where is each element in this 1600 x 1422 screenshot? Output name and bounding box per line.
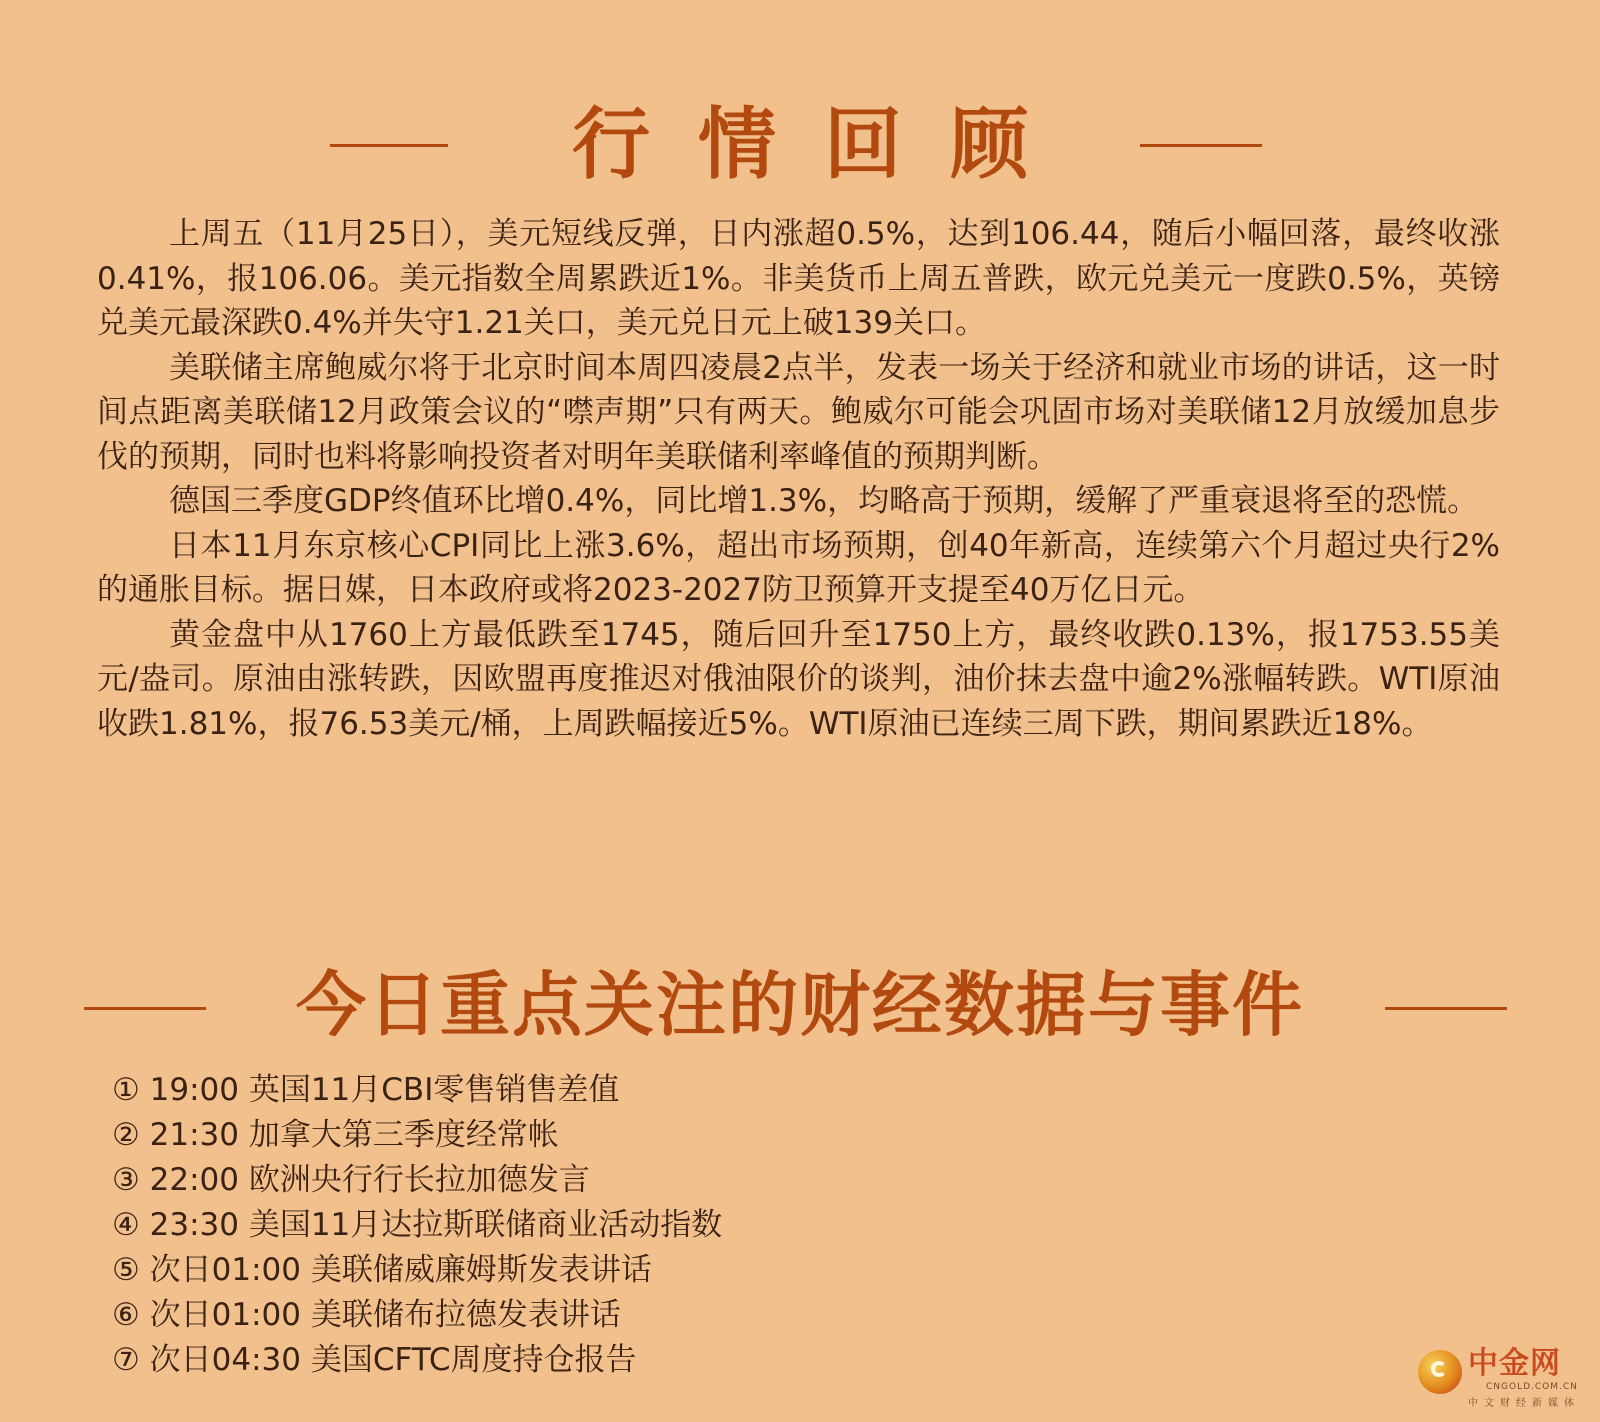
review-paragraph: 黄金盘中从1760上方最低跌至1745，随后回升至1750上方，最终收跌0.13%，报1753.55美元/盎司。原油由涨转跌，因欧盟再度推迟对俄油限价的谈判，油价抹去盘中逾2%涨幅转跌。WTI原油收跌1.81%，报76.53美元/桶，上周跌幅接近5%。WTI原油已连续三周下跌，期间累跌近18%。: [97, 616, 1500, 742]
logo-name: 中金网: [1468, 1346, 1561, 1381]
review-header-right-rule: [1140, 144, 1262, 147]
event-item: ⑥ 次日01:00 美联储布拉德发表讲话: [112, 1297, 621, 1333]
logo-slogan: 中文财经新媒体: [1468, 1398, 1580, 1409]
events-title: 今日重点关注的财经数据与事件: [296, 964, 1304, 1046]
review-title: 行情回顾: [571, 100, 1076, 190]
events-list: [112, 1068, 1412, 1383]
logo-url: CNGOLD.COM.CN: [1486, 1382, 1578, 1392]
cngold-logo: [1418, 1346, 1580, 1409]
cngold-logo-icon: [1418, 1350, 1462, 1394]
event-item: ① 19:00 英国11月CBI零售销售差值: [112, 1072, 620, 1108]
review-header: [0, 90, 1600, 200]
review-paragraph: 上周五（11月25日），美元短线反弹，日内涨超0.5%，达到106.44，随后小幅回落，最终收涨0.41%，报106.06。美元指数全周累跌近1%。非美货币上周五普跌，欧元兑美元一度跌0.5%，英镑兑美元最深跌0.4%并失守1.21关口，美元兑日元上破139关口。: [97, 216, 1500, 341]
review-body: [97, 212, 1500, 746]
events-header: [0, 950, 1600, 1060]
event-item: ④ 23:30 美国11月达拉斯联储商业活动指数: [112, 1207, 723, 1243]
review-paragraph: 德国三季度GDP终值环比增0.4%，同比增1.3%，均略高于预期，缓解了严重衰退将至的恐慌。: [169, 483, 1479, 519]
review-paragraph: 日本11月东京核心CPI同比上涨3.6%，超出市场预期，创40年新高，连续第六个月超过央行2%的通胀目标。据日媒，日本政府或将2023-2027防卫预算开支提至40万亿日元。: [97, 527, 1500, 608]
event-item: ③ 22:00 欧洲央行行长拉加德发言: [112, 1162, 590, 1198]
events-header-right-rule: [1385, 1007, 1507, 1010]
event-item: ⑦ 次日04:30 美国CFTC周度持仓报告: [112, 1342, 637, 1378]
review-paragraph: 美联储主席鲍威尔将于北京时间本周四凌晨2点半，发表一场关于经济和就业市场的讲话，这一时间点距离美联储12月政策会议的“噤声期”只有两天。鲍威尔可能会巩固市场对美联储12月放缓加息步伐的预期，同时也料将影响投资者对明年美联储利率峰值的预期判断。: [97, 349, 1500, 475]
event-item: ⑤ 次日01:00 美联储威廉姆斯发表讲话: [112, 1252, 652, 1288]
event-item: ② 21:30 加拿大第三季度经常帐: [112, 1117, 559, 1153]
